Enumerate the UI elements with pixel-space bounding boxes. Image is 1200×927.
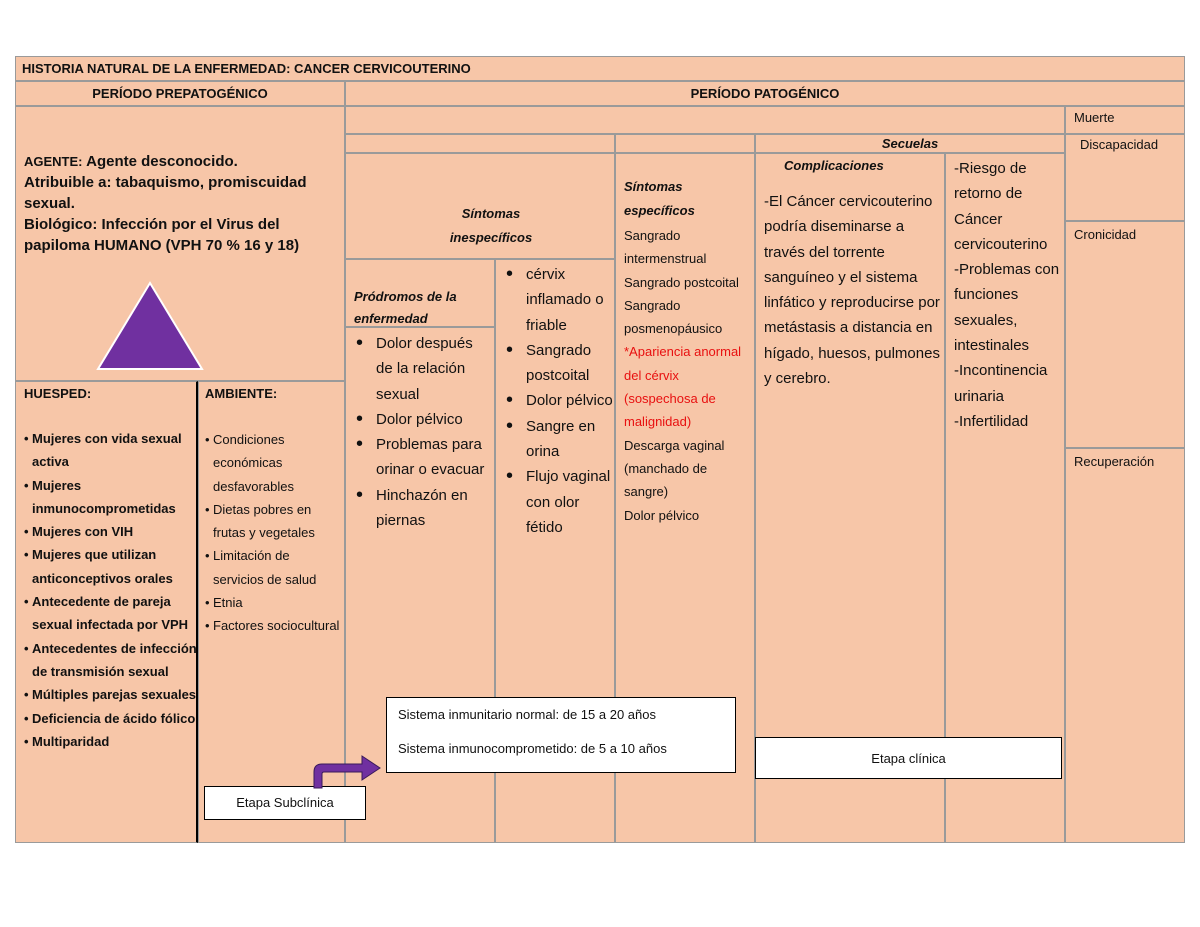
sistema-inmunitario-box — [386, 697, 736, 773]
cronicidad-cell — [1065, 221, 1185, 448]
huesped-item: • Múltiples parejas sexuales — [24, 683, 199, 706]
patogenico-row — [345, 106, 1065, 134]
ambiente-item: • Limitación de servicios de salud — [205, 544, 343, 591]
especifico-item: Sangrado posmenopáusico — [624, 297, 723, 337]
prepatogenico-title: PERÍODO PREPATOGÉNICO — [92, 86, 268, 101]
prodromos-item: • Hinchazón en piernas — [350, 483, 492, 534]
prodromos-item: • Dolor después de la relación sexual — [350, 331, 492, 407]
prodromos-item: • Dolor pélvico — [350, 407, 492, 432]
recuperacion-label: Recuperación — [1074, 454, 1155, 469]
ambiente-item: • Etnia — [205, 591, 343, 614]
bent-arrow-icon — [300, 752, 390, 792]
huesped-list — [24, 427, 199, 753]
ambiente-label: AMBIENTE: — [205, 386, 278, 401]
secuela-item: -Infertilidad — [954, 412, 1029, 430]
secuelas-label: Secuelas — [881, 136, 939, 151]
complicaciones-text: -El Cáncer cervicouterino podría diseminarse a través del torrente sanguíneo y el sistema linfático y reproducirse por metástasis a distancia en hígado, huesos, pulmones y cerebro. — [764, 193, 940, 388]
discapacidad-cell — [1065, 134, 1185, 221]
secuela-item: -Incontinencia urinaria — [954, 362, 1048, 405]
huesped-item: • Mujeres inmunocomprometidas — [24, 474, 199, 521]
especificos-body — [624, 224, 752, 527]
diagram-title: HISTORIA NATURAL DE LA ENFERMEDAD: CANCER CERVICOUTERINO — [22, 61, 471, 76]
title-bar — [15, 56, 1185, 81]
prodromos-label: Pródromos de la enfermedad — [354, 289, 457, 326]
muerte-label: Muerte — [1074, 110, 1115, 125]
recuperacion-cell — [1065, 448, 1185, 843]
huesped-cell — [15, 381, 198, 843]
inespecificos-list — [500, 262, 614, 540]
strip-inespecificos — [345, 134, 615, 153]
especifico-item: Sangrado intermenstrual — [624, 228, 707, 267]
sintomas-inespecificos-label: Síntomas inespecíficos — [449, 206, 533, 245]
strip-especificos — [615, 134, 755, 153]
sintomas-inespecificos-header — [345, 153, 615, 259]
prodromos-list — [350, 331, 492, 533]
huesped-item: • Mujeres que utilizan anticonceptivos orales — [24, 543, 199, 590]
agente-biologico: Biológico: Infección por el Virus del papiloma HUMANO (VPH 70 % 16 y 18) — [24, 216, 300, 254]
inespecificos-item: • Sangrado postcoital — [500, 338, 614, 389]
etapa-clinica-box — [755, 737, 1062, 779]
huesped-item: • Mujeres con vida sexual activa — [24, 427, 199, 474]
inespecificos-item: • Sangre en orina — [500, 414, 614, 465]
huesped-label: HUESPED: — [24, 386, 92, 401]
ambiente-list — [205, 428, 343, 638]
patogenico-title: PERÍODO PATOGÉNICO — [690, 86, 840, 101]
complicaciones-label: Complicaciones — [784, 158, 884, 173]
inmunocomprometido-text: Sistema inmunocomprometido: de 5 a 10 años — [398, 741, 667, 756]
sintomas-especificos-label: Síntomas específicos — [624, 179, 695, 218]
especifico-red-item: *Apariencia anormal del cérvix — [624, 344, 742, 383]
header-patogenico — [345, 81, 1185, 106]
header-prepatogenico — [15, 81, 345, 106]
ambiente-item: • Condiciones económicas desfavorables — [205, 428, 343, 498]
especifico-item: Dolor pélvico — [624, 507, 700, 523]
ambiente-item: • Dietas pobres en frutas y vegetales — [205, 498, 343, 545]
discapacidad-label: Discapacidad — [1080, 137, 1159, 152]
secuela-item: -Problemas con funciones sexuales, intestinales — [954, 261, 1060, 355]
inespecificos-item: • Dolor pélvico — [500, 388, 614, 413]
secuela-item: -Riesgo de retorno de Cáncer cervicouterino — [954, 160, 1048, 253]
muerte-cell — [1065, 106, 1185, 134]
inmunitario-normal-text: Sistema inmunitario normal: de 15 a 20 años — [398, 707, 656, 722]
huesped-item: • Mujeres con VIH — [24, 520, 199, 543]
agente-text — [24, 151, 339, 256]
especifico-red-item: (sospechosa de malignidad) — [624, 391, 716, 430]
agente-cell — [15, 106, 345, 381]
prodromos-header — [345, 259, 495, 327]
etapa-subclinica-label: Etapa Subclínica — [236, 795, 334, 810]
secuelas-header — [755, 134, 1065, 153]
cronicidad-label: Cronicidad — [1074, 227, 1137, 242]
inespecificos-item: • cérvix inflamado o friable — [500, 262, 614, 338]
agente-label: AGENTE: — [24, 154, 83, 169]
triangle-shape — [94, 279, 206, 373]
etapa-clinica-label: Etapa clínica — [871, 751, 946, 766]
secuelas-list — [954, 156, 1064, 434]
huesped-item: • Multiparidad — [24, 730, 199, 753]
agente-value: Agente desconocido. — [86, 153, 238, 170]
huesped-item: • Deficiencia de ácido fólico — [24, 707, 199, 730]
inespecificos-item: • Flujo vaginal con olor fétido — [500, 464, 614, 540]
especifico-item: Sangrado postcoital — [624, 274, 739, 290]
agente-atribuible: Atribuible a: tabaquismo, promiscuidad sexual. — [24, 174, 307, 212]
huesped-item: • Antecedentes de infección de transmisión sexual — [24, 637, 199, 684]
especifico-item: Descarga vaginal (manchado de sangre) — [624, 437, 725, 500]
ambiente-item: • Factores sociocultural — [205, 614, 343, 637]
huesped-item: • Antecedente de pareja sexual infectada por VPH — [24, 590, 199, 637]
prodromos-item: • Problemas para orinar o evacuar — [350, 432, 492, 483]
